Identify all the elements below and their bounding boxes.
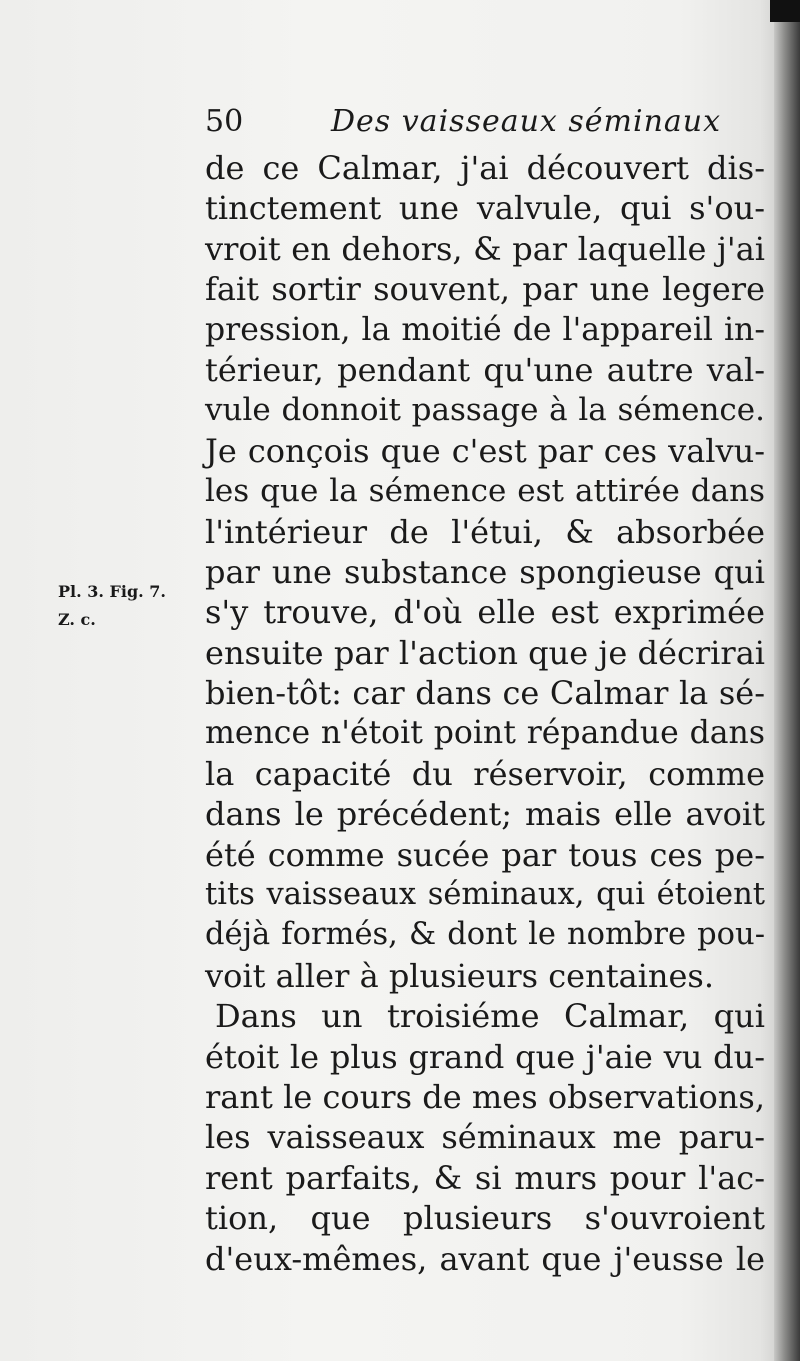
text-line: Je conçois que c'est par ces valvu-	[205, 431, 765, 470]
text-line: s'y trouve, d'où elle est exprimée	[205, 593, 765, 632]
text-line: vule donnoit passage à la sémence.	[205, 392, 765, 429]
running-title: Des vaisseaux séminaux	[331, 104, 722, 139]
body-text	[205, 148, 765, 1279]
text-line: tion, que plusieurs s'ouvroient	[205, 1199, 765, 1238]
margin-note-label: Z. c.	[58, 610, 96, 629]
text-line: voit aller à plusieurs centaines.	[205, 956, 715, 995]
text-line: tinctement une valvule, qui s'ou-	[205, 189, 765, 228]
page-number: 50	[205, 104, 244, 139]
text-line: mence n'étoit point répandue dans	[205, 715, 765, 752]
text-line: vroit en dehors, & par laquelle j'ai	[205, 229, 765, 268]
page-gutter-shadow	[774, 0, 800, 1361]
page-corner-shadow	[770, 0, 800, 22]
text-line: térieur, pendant qu'une autre val-	[205, 350, 765, 389]
margin-note-figure-ref: Pl. 3. Fig. 7.	[58, 582, 166, 601]
text-line: la capacité du réservoir, comme	[205, 754, 765, 793]
page-header	[205, 98, 765, 146]
text-line: les que la sémence est attirée dans	[205, 473, 765, 510]
text-line: pression, la moitié de l'appareil in-	[205, 311, 765, 348]
text-line: fait sortir souvent, par une legere	[205, 270, 765, 309]
text-line: étoit le plus grand que j'aie vu du-	[205, 1037, 765, 1076]
text-line: rant le cours de mes observations,	[205, 1077, 765, 1116]
text-line: l'intérieur de l'étui, & absorbée	[205, 512, 765, 551]
margin-note	[58, 578, 198, 634]
text-line: ensuite par l'action que je décrirai	[205, 633, 765, 672]
text-line: dans le précédent; mais elle avoit	[205, 795, 765, 834]
text-line: été comme sucée par tous ces pe-	[205, 835, 765, 874]
text-line: déjà formés, & dont le nombre pou-	[205, 917, 765, 953]
text-line: bien-tôt: car dans ce Calmar la sé-	[205, 674, 765, 713]
text-line: par une substance spongieuse qui	[205, 552, 765, 591]
text-line: les vaisseaux séminaux me paru-	[205, 1118, 765, 1157]
text-line: Dans un troisiéme Calmar, qui	[215, 997, 765, 1036]
text-line: d'eux-mêmes, avant que j'eusse le	[205, 1239, 765, 1278]
text-line: de ce Calmar, j'ai découvert dis-	[205, 149, 765, 187]
text-line: rent parfaits, & si murs pour l'ac-	[205, 1158, 765, 1197]
text-line: tits vaisseaux séminaux, qui étoient	[205, 877, 765, 913]
